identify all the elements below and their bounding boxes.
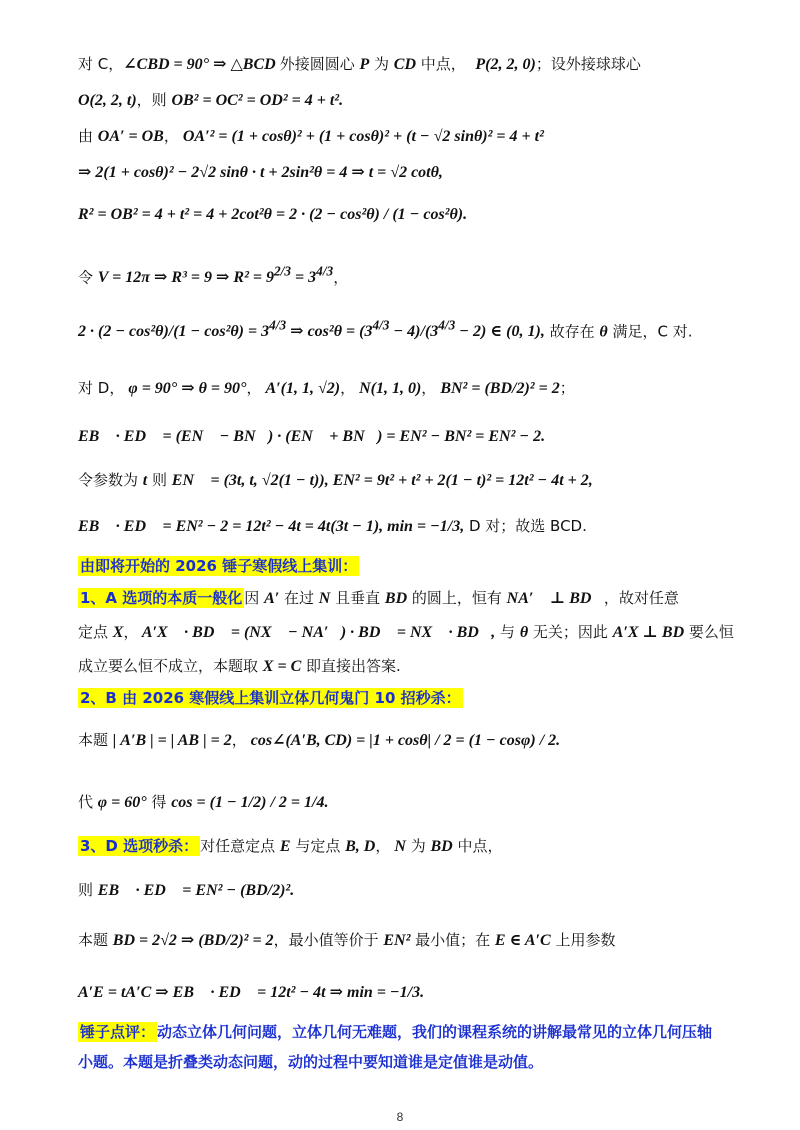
line-23: 锤子点评： 动态立体几何问题，立体几何无难题，我们的课程系统的讲解最常见的立体几何压轴 (80, 1023, 713, 1041)
line-8: 对 D， φ = 90° ⇒ θ = 90°， A′(1, 1, √2)， N(1, 1, 0)， BN² = (BD/2)² = 2； (78, 379, 575, 397)
line-17: 本题 | A′B | = | AB | = 2， cos∠(A′B, CD) = |1 + cosθ| / 2 = (1 − cosφ) / 2. (78, 731, 561, 749)
highlight-heading: 由即将开始的 2026 锤子寒假线上集训： (80, 557, 358, 575)
line-3: 由 OA′ = OB， OA′² = (1 + cosθ)² + (1 + cosθ)² + (t − √2 sinθ)² = 4 + t² (78, 127, 544, 145)
line-24 (78, 1052, 740, 1072)
line-1: 对 C，∠CBD = 90° ⇒ △BCD 外接圆圆心 P 为 CD 中点， P(2, 2, 0)；设外接球球心 (78, 55, 641, 73)
line-18: 代 φ = 60° 得 cos = (1 − 1/2) / 2 = 1/4. (78, 793, 329, 811)
line-5: R² = OB² = 4 + t² = 4 + 2cot²θ = 2 · (2 − cos²θ) / (1 − cos²θ). (78, 206, 468, 223)
comment-line-2: 小题。本题是折叠类动态问题，动的过程中要知道谁是定值谁是动值。 (78, 1053, 544, 1071)
line-11: EB⃗ · ED⃗ = EN² − 2 = 12t² − 4t = 4t(3t − 1), min = −1/3, D 对；故选 BCD. (78, 517, 587, 535)
line-2: O(2, 2, t)，则 OB² = OC² = OD² = 4 + t². (78, 91, 344, 109)
page-number: 8 (396, 1110, 404, 1124)
line-22: A′E = tA′C ⇒ EB⃗ · ED⃗ = 12t² − 4t ⇒ min = −1/3. (78, 984, 425, 1001)
line-9: EB⃗ · ED⃗ = (EN⃗ − BN⃗) · (EN⃗ + BN⃗) = EN² − BN² = EN² − 2. (78, 428, 546, 445)
line-21: 本题 BD = 2√2 ⇒ (BD/2)² = 2，最小值等价于 EN² 最小值；在 E ∈ A′C 上用参数 (78, 931, 616, 949)
line-7: $2 \cdot (2 - \cos^2\theta)/(1 - \cos^2\theta) = 3^{4/3}$ ⇒ $\cos^2\theta = (3^{4/3} - 4)/(3^{4/3} - 2)$ ∈ (0, 1), 故存在 θ 满足，C 对. (78, 318, 693, 341)
highlight-b: 2、B 由 2026 寒假线上集训立体几何鬼门 10 招秒杀： (80, 689, 461, 707)
line-19: 3、D 选项秒杀： 对任意定点 E 与定点 B, D， N 为 BD 中点， (80, 837, 503, 855)
line-15: 成立要么恒不成立，本题取 X = C 即直接出答案. (78, 657, 401, 675)
line-6: 令 V = 12π ⇒ R³ = 9 ⇒ $R^2 = 9^{2/3} = 3^{4/3}$， (78, 264, 349, 287)
line-13: 1、A 选项的本质一般化 因 A′ 在过 N 且垂直 BD 的圆上，恒有 NA′⃗ ⊥ BD⃗，故对任意 (80, 589, 679, 607)
line-10: 令参数为 t 则 EN⃗ = (3t, t, √2(1 − t)), EN² = 9t² + t² + 2(1 − t)² = 12t² − 4t + 2, (78, 471, 593, 489)
line-16 (78, 688, 740, 708)
line-4: ⇒ 2(1 + cosθ)² − 2√2 sinθ · t + 2sin²θ = 4 ⇒ t = √2 cotθ, (78, 164, 443, 181)
line-20: 则 EB⃗ · ED⃗ = EN² − (BD/2)². (78, 881, 295, 899)
line-14: 定点 X， A′X⃗ · BD⃗ = (NX⃗ − NA′⃗) · BD⃗ = NX⃗ · BD⃗, 与 θ 无关；因此 A′X ⊥ BD 要么恒 (78, 623, 734, 641)
line-12 (78, 556, 740, 576)
